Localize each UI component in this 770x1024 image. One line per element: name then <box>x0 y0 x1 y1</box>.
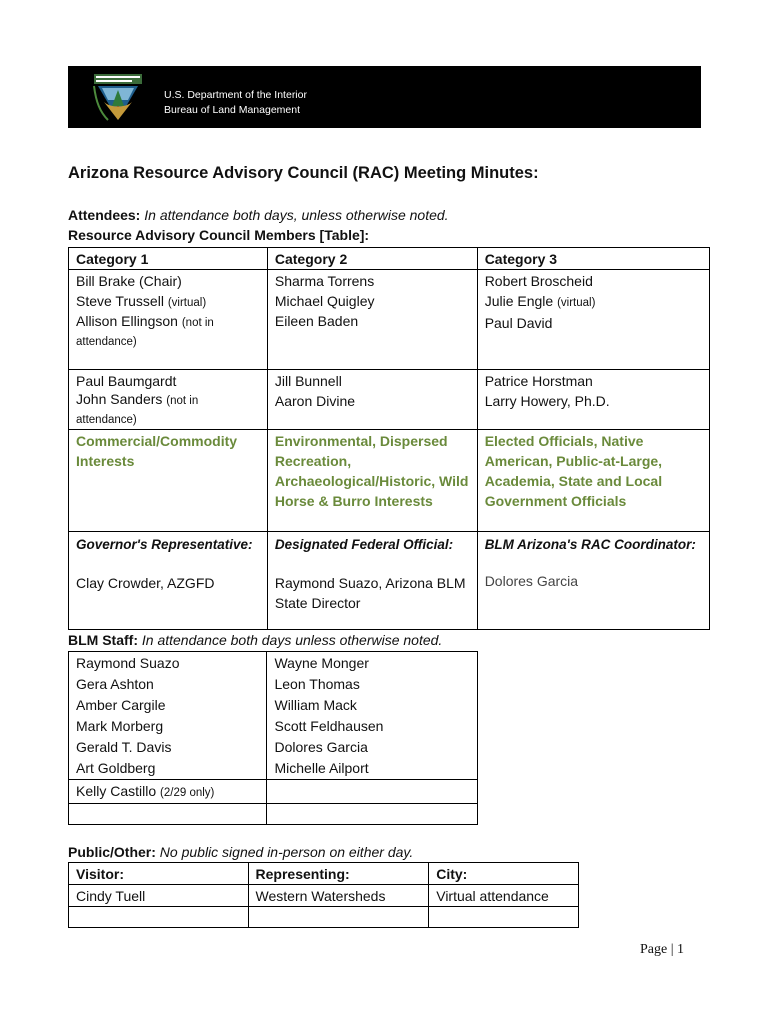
role-cell <box>267 532 477 630</box>
table-row <box>69 270 710 370</box>
page-number: Page | 1 <box>640 942 685 957</box>
blm-staff-line <box>68 632 442 648</box>
visitor-cell <box>69 907 249 928</box>
public-line <box>68 844 413 860</box>
member-name: Robert Broscheid <box>484 273 593 289</box>
interest-category: Environmental, Dispersed Recreation, Archaeological/Historic, Wild Horse & Burro Interests <box>267 430 477 532</box>
council-members-label: Resource Advisory Council Members [Table]: <box>68 227 370 243</box>
staff-cell <box>267 652 478 780</box>
representing-cell: Western Watersheds <box>248 885 429 907</box>
member-cell <box>69 270 268 370</box>
blm-staff-table <box>68 651 478 825</box>
attendees-note: In attendance both days, unless otherwise noted. <box>144 207 449 223</box>
member-cell <box>477 270 709 370</box>
visitor-cell: Cindy Tuell <box>69 885 249 907</box>
staff-name: Gera Ashton <box>76 676 154 692</box>
attendees-label: Attendees: <box>68 207 141 223</box>
staff-name: Gerald T. Davis <box>76 739 172 755</box>
table-row <box>69 907 579 928</box>
role-title: Governor's Representative: <box>76 537 253 552</box>
table-row <box>69 652 478 780</box>
staff-name: Leon Thomas <box>274 676 360 692</box>
representing-cell <box>248 907 429 928</box>
staff-name: William Mack <box>274 697 357 713</box>
blm-seal-logo <box>90 72 146 122</box>
staff-cell <box>267 780 478 804</box>
role-cell <box>477 532 709 630</box>
member-name: Patrice Horstman <box>484 373 593 389</box>
agency-name-line2: Bureau of Land Management <box>164 104 301 116</box>
blm-staff-note: In attendance both days unless otherwise noted. <box>141 632 443 648</box>
member-name: Jill Bunnell <box>274 373 342 389</box>
staff-cell <box>267 804 478 825</box>
staff-name: Mark Morberg <box>76 718 164 734</box>
column-header: Visitor: <box>69 863 249 885</box>
member-name: Paul David <box>484 315 553 331</box>
public-label: Public/Other: <box>68 844 156 860</box>
member-note: (virtual) <box>557 297 596 309</box>
attendees-line <box>68 207 449 223</box>
role-title: BLM Arizona's RAC Coordinator: <box>484 537 696 552</box>
table-row <box>69 804 478 825</box>
member-name: Sharma Torrens <box>274 273 375 289</box>
staff-note: (2/29 only) <box>160 787 215 799</box>
staff-cell <box>69 780 267 804</box>
member-name: Bill Brake (Chair) <box>76 273 182 289</box>
page-title: Arizona Resource Advisory Council (RAC) Meeting Minutes: <box>68 164 539 182</box>
column-header: Representing: <box>248 863 429 885</box>
member-name: Larry Howery, Ph.D. <box>484 393 610 409</box>
staff-name: Art Goldberg <box>76 760 156 776</box>
interest-category: Commercial/Commodity Interests <box>69 430 268 532</box>
city-cell <box>429 907 579 928</box>
column-header: Category 1 <box>69 248 268 270</box>
role-person: Raymond Suazo, Arizona BLM State Director <box>274 575 466 611</box>
member-note: (virtual) <box>167 297 207 309</box>
staff-name: Kelly Castillo <box>76 783 157 799</box>
member-name: Eileen Baden <box>274 313 359 329</box>
table-row <box>69 430 710 532</box>
table-row <box>69 370 710 430</box>
public-note: No public signed in-person on either day. <box>159 844 414 860</box>
member-cell <box>267 270 477 370</box>
column-header: Category 3 <box>477 248 709 270</box>
member-name: Paul Baumgardt <box>76 373 177 389</box>
interest-category: Elected Officials, Native American, Public-at-Large, Academia, State and Local Government Officials <box>477 430 709 532</box>
member-name: Steve Trussell <box>76 293 164 309</box>
table-row <box>69 248 710 270</box>
member-name: Allison Ellingson <box>76 313 178 329</box>
member-cell <box>477 370 709 430</box>
agency-header <box>68 66 701 128</box>
member-cell <box>69 370 268 430</box>
member-name: John Sanders <box>76 391 163 407</box>
member-note: (not in attendance) <box>76 395 199 426</box>
member-note: (not in attendance) <box>76 317 214 348</box>
staff-name: Dolores Garcia <box>274 739 368 755</box>
staff-cell <box>69 652 267 780</box>
table-row <box>69 863 579 885</box>
staff-name: Michelle Ailport <box>274 760 369 776</box>
table-row <box>69 885 579 907</box>
column-header: City: <box>429 863 579 885</box>
staff-name: Scott Feldhausen <box>274 718 384 734</box>
member-name: Michael Quigley <box>274 293 375 309</box>
staff-name: Wayne Monger <box>274 655 369 671</box>
agency-name-line1: U.S. Department of the Interior <box>164 89 307 101</box>
table-row <box>69 532 710 630</box>
member-cell <box>267 370 477 430</box>
table-row <box>69 780 478 804</box>
column-header: Category 2 <box>267 248 477 270</box>
staff-name: Amber Cargile <box>76 697 166 713</box>
staff-cell <box>69 804 267 825</box>
role-person: Clay Crowder, AZGFD <box>76 575 215 591</box>
member-name: Aaron Divine <box>274 393 356 409</box>
blm-staff-label: BLM Staff: <box>68 632 138 648</box>
public-table <box>68 862 579 928</box>
council-members-table <box>68 247 710 630</box>
member-name: Julie Engle <box>484 293 554 309</box>
role-title: Designated Federal Official: <box>274 537 454 552</box>
role-cell <box>69 532 268 630</box>
role-person: Dolores Garcia <box>484 573 579 589</box>
staff-name: Raymond Suazo <box>76 655 180 671</box>
city-cell: Virtual attendance <box>429 885 579 907</box>
